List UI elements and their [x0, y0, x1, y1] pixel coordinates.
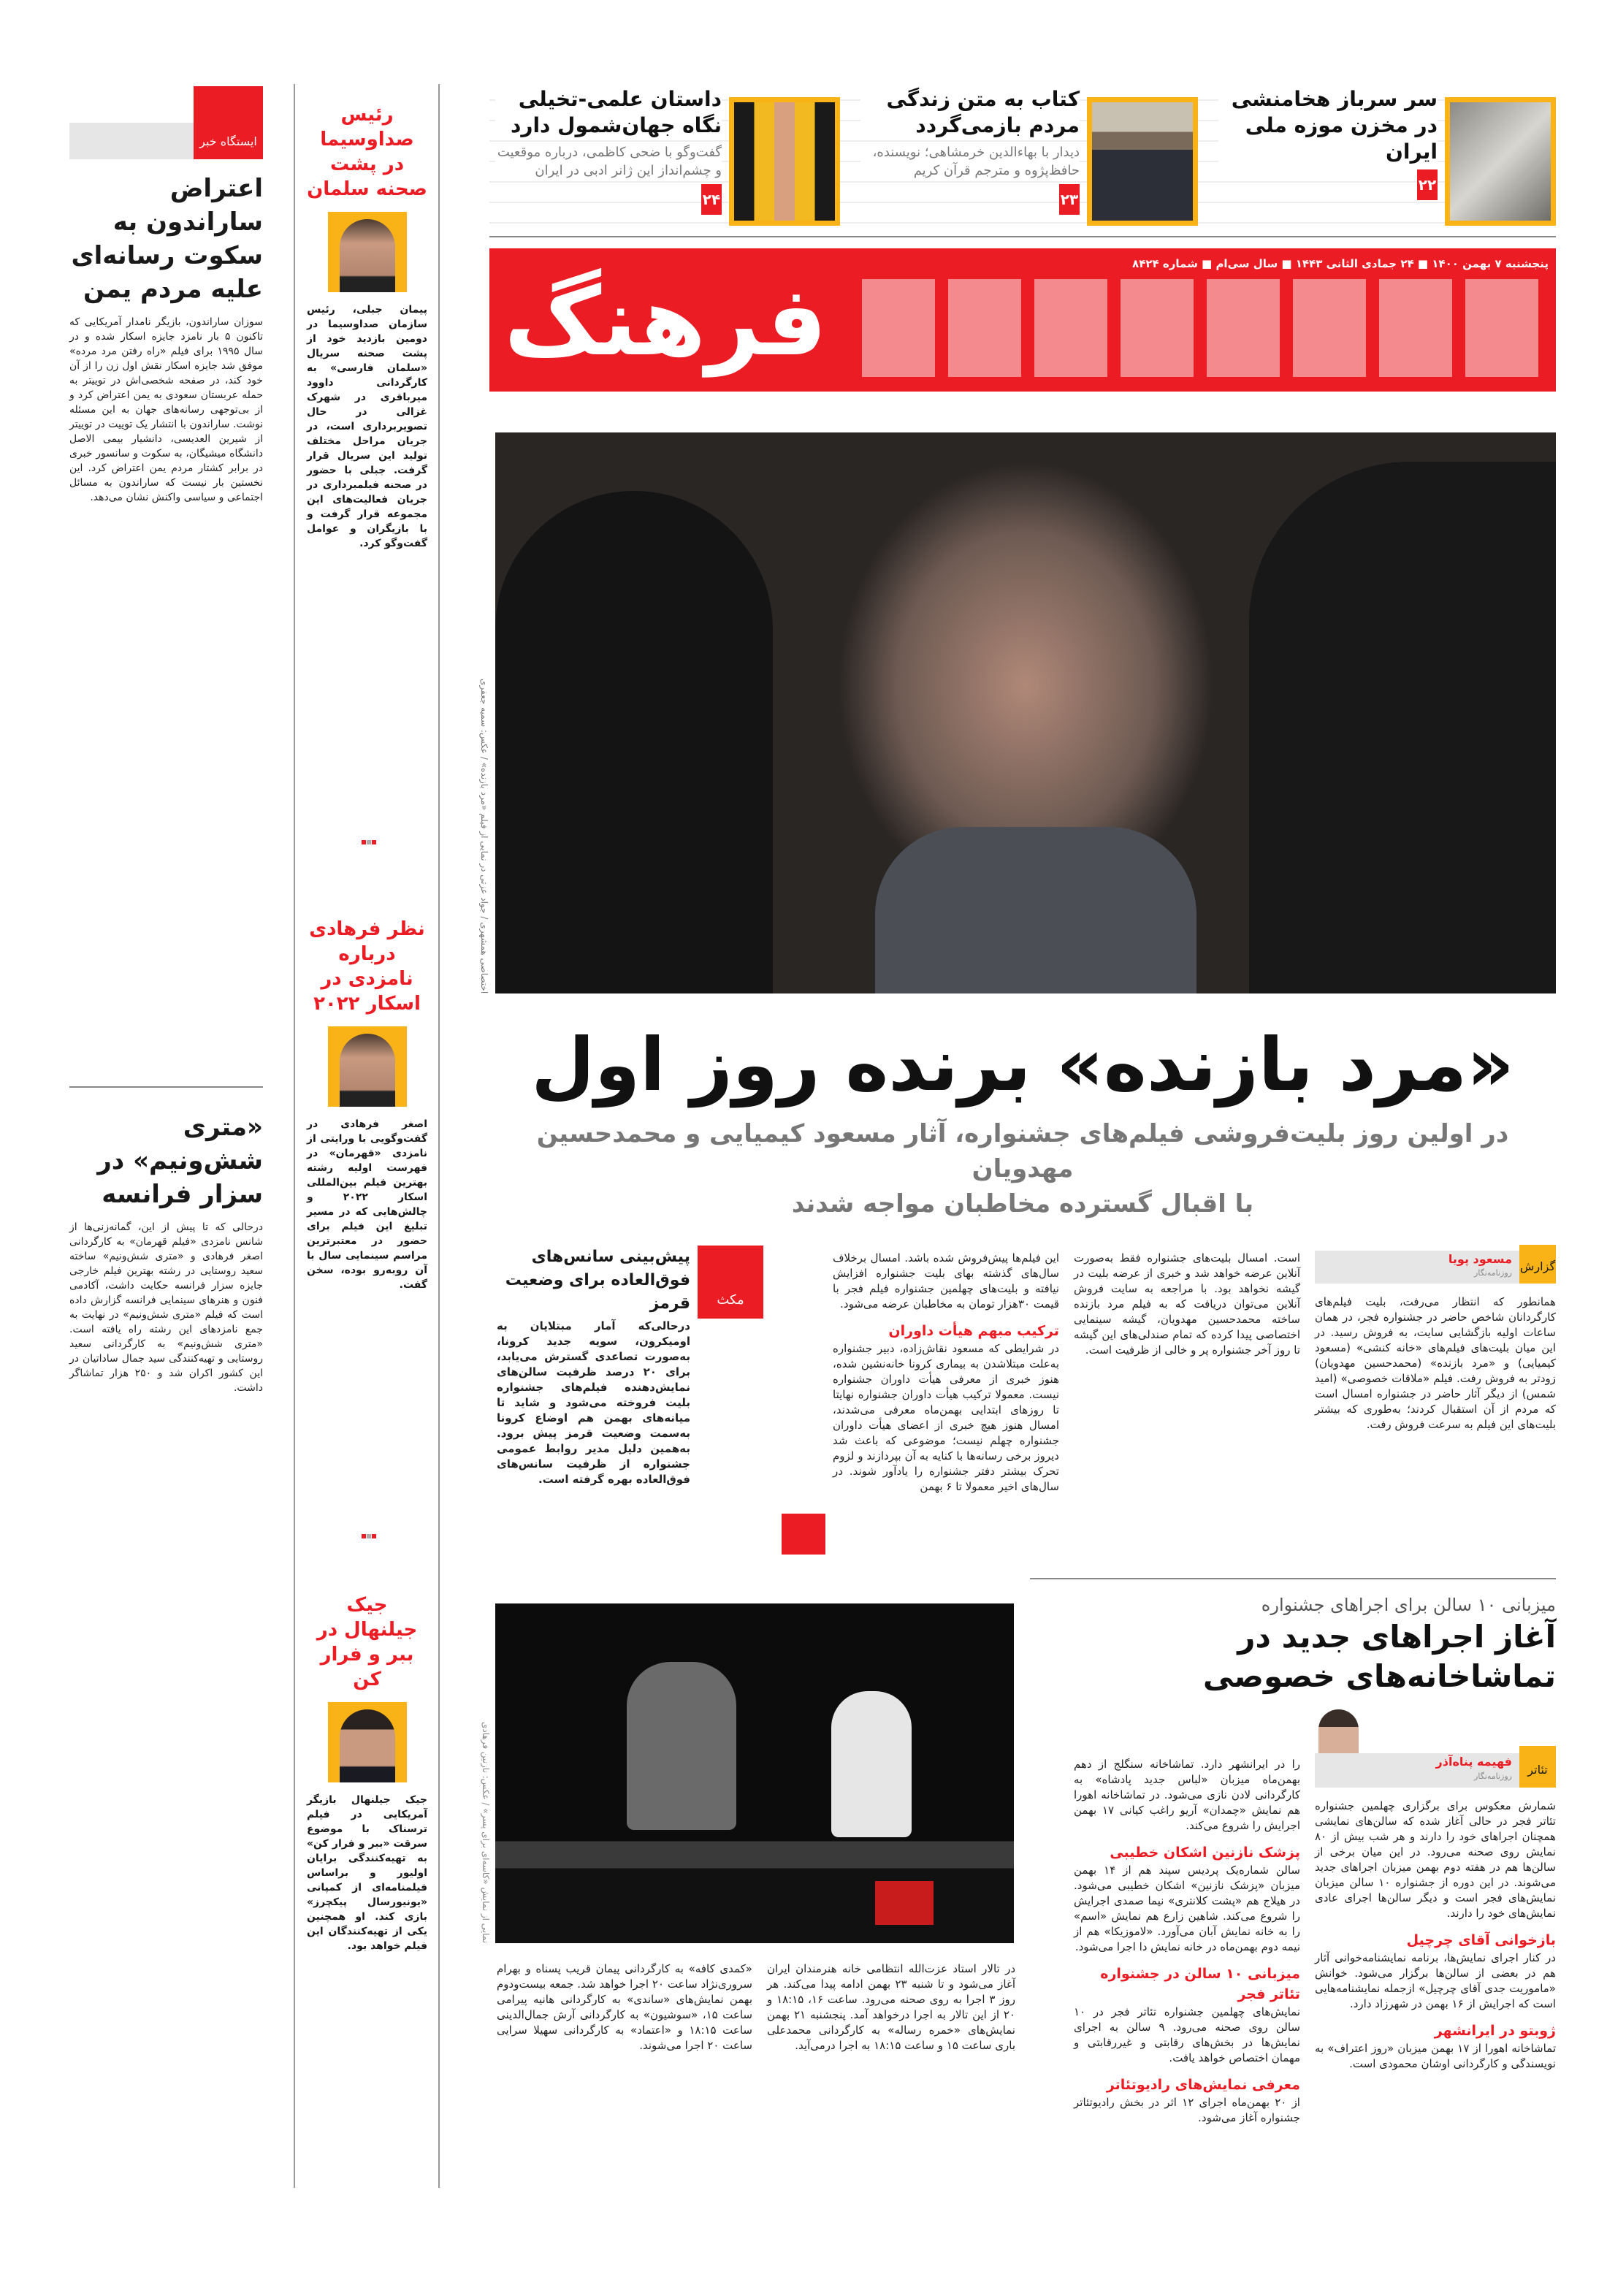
theater-headline: آغاز اجراهای جدید در تماشاخانه‌های خصوصی	[1202, 1619, 1556, 1694]
paragraph: در کنار اجرای نمایش‌ها، برنامه نمایشنامه‌خوانی آثار هم در بعضی از سالن‌ها برگزار می‌شود. خوانش «ماموریت جدی آقای چرچیل» ازجمله نمایشنامه‌هایی است که اجرایش از ۱۶ بهمن در شهرزاد دارد.	[1315, 1951, 1556, 2010]
theater-photo-caption: نمایی از نمایش «کاسه‌ای برای پسر» / عکس: نازنین فرهادی	[481, 1721, 491, 1943]
paragraph: سالن شماره‌یک پردیس سپند هم از ۱۴ بهمن میزبان «پزشک نازنین» اشکان خطیبی می‌شود. در هیلاج هم «پشت کلانتری» نیما صمدی اجرایش را شروع می‌کند. شاهین زارع هم نمایش «اسم» را به خانه نمایش آبان می‌آورد. «لاموزیکا» هم از نیمه دوم بهمن‌ماه در خانه نمایش دا اجرا می‌شود.	[1074, 1864, 1300, 1953]
sidebar-item[interactable]	[307, 1593, 427, 1953]
teaser-strip	[489, 80, 1556, 226]
box-headline: پیش‌بینی سانس‌های فوق‌العاده برای وضعیت قرمز	[505, 1248, 690, 1313]
page-number-badge: ۲۲	[1417, 169, 1438, 200]
divider	[1030, 1578, 1556, 1579]
author-name: مسعود پویا	[1448, 1252, 1512, 1266]
lead-photo	[495, 432, 1556, 993]
divider	[69, 1086, 263, 1088]
subheadline	[497, 1116, 1549, 1221]
cesar-story	[69, 1110, 263, 1395]
report-byline	[1315, 1251, 1556, 1284]
portrait-photo	[328, 1026, 407, 1107]
section-subhead: ژوبتو در ایرانشهر	[1434, 2023, 1556, 2039]
kicker-tag: گزارش	[1519, 1245, 1556, 1284]
main-headline: «مرد بازنده» برنده روز اول	[531, 1022, 1514, 1107]
column-divider	[294, 84, 295, 2188]
news-station-tag: ایستگاه خبر	[194, 86, 263, 159]
paragraph: از ۲۰ بهمن‌ماه اجرای ۱۲ اثر در بخش رادیوتئاتر جشنواره آغاز می‌شود.	[1074, 2096, 1300, 2124]
paragraph: نمایش‌های چهلمین جشنواره تئاتر فجر در ۱۰ سالن روی صحنه می‌رود. ۹ سالن به اجرای نمایش‌ها در بخش‌های رقابتی و غیررقابتی و مهمان اختصاص خواهد یافت.	[1074, 2005, 1300, 2064]
box-body: درحالی‌که آمار مبتلایان به اومیکرون، سویه جدید کرونا، به‌صورت تصاعدی گسترش می‌یابد، برای ۲۰ درصد ظرفیت سالن‌های نمایش‌دهنده فیلم‌های جشنواره بلیت فروخته می‌شود و شاید تا میانه‌های بهمن هم اوضاع کرونا به‌سمت وضعیت قرمز پیش برود. به‌همین دلیل مدیر روابط عمومی جشنواره از ظرفیت سانس‌های فوق‌العاده بهره گرفته است.	[497, 1319, 690, 1486]
section-subhead: ترکیب مبهم هیأت داوران	[888, 1323, 1059, 1339]
teaser-text	[1218, 86, 1438, 200]
dateline: پنجشنبه ۷ بهمن ۱۴۰۰ ■ ۲۴ جمادی الثانی ۱۴۴۳ ■ سال سی‌ام ■ شماره ۸۴۲۴	[1132, 257, 1549, 270]
portrait-photo	[328, 1702, 407, 1782]
paragraph: شمارش معکوس برای برگزاری چهلمین جشنواره تئاتر فجر در حالی آغاز شده که سالن‌های نمایشی همچنان اجراهای خود را دارند و هر شب بیش از ۸۰ نمایش روی صحنه می‌رود. در این میان برخی از سالن‌ها هم در هفته دوم بهمن میزبان اجراهای جدید می‌شوند. در این دوره از جشنواره ۱۰ سالن میزبان نمایش‌های فجر است و دیگر سالن‌ها اجرای عادی نمایش‌های خود را دارند.	[1315, 1799, 1556, 1920]
theater-overline: میزبانی ۱۰ سالن برای اجراهای جشنواره	[1261, 1595, 1556, 1615]
separator-dots	[362, 1534, 376, 1538]
theater-column-2	[1074, 1757, 1300, 2126]
page-number-badge: ۲۴	[701, 184, 722, 215]
lead-column-3	[833, 1251, 1059, 1495]
teaser-subtitle: دیدار با بهاءالدین خرمشاهی؛ نویسنده، حافظ‌پژوه و مترجم قرآن کریم	[860, 143, 1080, 180]
column-divider	[438, 84, 440, 2188]
theater-column-3: در تالار استاد عزت‌الله انتظامی خانه هنرمندان ایران آغاز می‌شود و تا شنبه ۲۳ بهمن ادامه پیدا می‌کند. هر روز ۳ اجرا به روی صحنه می‌رود. ساعت ۱۶، ۱۸:۱۵ و ۲۰ از این تالار به اجرا درخواهد آمد. پنجشنبه ۲۱ بهمن نمایش‌های «خمره رساله» به کارگردانی محمدعلی باری ساعت ۱۵ و ساعت ۱۸:۱۵ به اجرا درمی‌آید.	[767, 1962, 1016, 2052]
masthead-logo-hamshahri	[862, 279, 1549, 377]
subheadline-line: در اولین روز بلیت‌فروشی فیلم‌های جشنواره، آثار مسعود کیمیایی و محمدحسین مهدویان	[536, 1119, 1509, 1183]
theater-heading	[1030, 1593, 1556, 1696]
theater-column-1	[1315, 1799, 1556, 2072]
section-subhead: پزشک نازنین اشکان خطیبی	[1110, 1845, 1300, 1861]
masthead	[489, 248, 1556, 392]
section-subhead: معرفی نمایش‌های رادیوتئاتر	[1106, 2077, 1300, 2093]
portrait-photo	[328, 212, 407, 292]
sidebar-box-label: مکث	[698, 1246, 763, 1319]
news-station-headline: اعتراض ساراندون به سکوت رسانه‌ای علیه مردم یمن	[71, 174, 263, 304]
divider	[489, 236, 1556, 237]
section-subhead: میزبانی ۱۰ سالن در جشنواره تئاتر فجر	[1100, 1966, 1300, 2002]
teaser-item[interactable]	[489, 80, 840, 226]
theater-byline	[1315, 1753, 1556, 1788]
sidebar-item[interactable]	[307, 917, 427, 1292]
theater-photo	[495, 1603, 1014, 1943]
cesar-body: درحالی که تا پیش از این، گمانه‌زنی‌ها از شانس نامزدی «فیلم قهرمان» به کارگردانی اصغر فرهادی و «متری شش‌ونیم» ساخته سعید روستایی در رشته بهترین فیلم خارجی جایزه سزار فرانسه حکایت داشت، آکادمی فنون و هنرهای سینمایی فرانسه گزارش داده است که فیلم «متری شش‌ونیم» در نهایت به جمع نامزدهای این رشته راه یافته است. «متری شش‌ونیم» به کارگردانی سعید روستایی و تهیه‌کنندگی سید جمال ساداتیان در این کشور اکران شد و ۲۵۰ هزار تماشاگر داشت.	[69, 1221, 263, 1394]
sidebar-headline: نظر فرهادی درباره نامزدی در اسکار ۲۰۲۲	[309, 918, 425, 1015]
teaser-title: کتاب به متن زندگی مردم بازمی‌گردد	[860, 86, 1080, 139]
subheadline-line: با اقبال گسترده مخاطبان مواجه شدند	[791, 1189, 1254, 1218]
teaser-text	[495, 86, 722, 215]
sidebar-box	[497, 1246, 690, 1487]
portrait-man-image	[1087, 97, 1198, 226]
photo-caption: اختصاصی همشهری / جواد عزتی در نمایی از فیلم «مرد بازنده» / عکس: سمیه جعفری	[479, 678, 489, 993]
sidebar-headline: رئیس صداوسیما در پشت صحنه سلمان	[307, 104, 427, 200]
highlight-square	[782, 1514, 825, 1555]
theater-column-4: «کمدی کافه» به کارگردانی پیمان قریب پسناه و بهرام سروری‌نژاد ساعت ۲۰ اجرا خواهد شد. جمعه بیست‌ودوم بهمن نمایش‌های «ساندی» به کارگردانی هانیه پیرامی ساعت ۱۵، «سوشیون» به کارگردانی آرش جمال‌الدینی ساعت ۱۸:۱۵ و «اعتماد» به کارگردانی سهیلا سرایی ساعت ۲۰ اجرا می‌شوند.	[497, 1962, 753, 2052]
masthead-logo-farhang: فرهنگ	[504, 266, 828, 377]
news-station	[69, 172, 263, 505]
author-name: فهیمه پناه‌آذر	[1435, 1755, 1512, 1769]
news-station-body: سوزان ساراندون، بازیگر نامدار آمریکایی که تاکنون ۵ بار نامزد جایزه اسکار شده و در سال ۱۹۹۵ برای فیلم «راه رفتن مرد مرده» موفق شد جایزه اسکار نقش اول زن را از آن خود کند، در صفحه شخصی‌اش در توییتر به حمله عربستان سعودی به یمن اعتراض کرد و از بی‌توجهی رسانه‌های جهان به این مسئله نوشت. ساراندون با انتشار یک توییت در توییتر از شیرین العدیسی، دانشیار بیمی الاصل دانشگاه میشیگان، به سکوت و سانسور خبری در برابر کشتار مردم یمن اعتراض کرد. این نخستین بار نیست که ساراندون به مسائل اجتماعی و سیاسی واکنش نشان می‌دهد.	[69, 316, 263, 503]
section-subhead: بازخوانی آقای چرچیل	[1406, 1932, 1556, 1948]
page-number-badge: ۲۳	[1059, 184, 1080, 215]
paragraph: این فیلم‌ها پیش‌فروش شده باشد. امسال برخلاف سال‌های گذشته بهای بلیت جشنواره افزایش نیافته و بلیت‌های چهلمین جشنواره فیلم فجر با قیمت ۳۰هزار تومان به مخاطبان عرضه می‌شود.	[833, 1251, 1059, 1311]
teaser-item[interactable]	[1213, 80, 1556, 226]
sidebar-body: جیک جیلنهال بازیگر آمریکایی در فیلم ترسناک با موضوع سرقت «ببر و فرار کن» به تهیه‌کنندگی برایان اولیور و براساس فیلمنامه‌ای از کمپانی «یونیورسال پیکچرز» بازی کند. او همچنین یکی از تهیه‌کنندگان این فیلم خواهد بود.	[307, 1794, 427, 1952]
teaser-subtitle: گفت‌وگو با ضحی کاظمی، درباره موقعیت و چشم‌انداز این ژانر ادبی در ایران	[495, 143, 722, 180]
sidebar-body: اصغر فرهادی در گفت‌وگویی با ورایتی از نامزدی «قهرمان» در فهرست اولیه رشته بهترین فیلم بین‌المللی اسکار ۲۰۲۲ و چالش‌هایی که در مسیر تبلیغ این فیلم برای حضور در معتبرترین مراسم سینمایی سال با آن روبه‌رو بوده، سخن گفت.	[307, 1118, 427, 1291]
paragraph: تماشاخانه اهورا از ۱۷ بهمن میزبان «روز اعتراف» به نویسندگی و کارگردانی اوشان محمودی است.	[1315, 2042, 1556, 2070]
author-photo	[1318, 1709, 1359, 1753]
lead-column-1: همانطور که انتظار می‌رفت، بلیت فیلم‌های کارگردانان شاخص حاضر در جشنواره فجر، در همان ساعات اولیه بازگشایی سایت، به فروش رسید. در این میان بلیت‌های فیلم‌های «خانه کنشی» (مسعود کیمیایی) و «مرد بازنده» (محمدحسین مهدویان) زودتر به فروش رفت. فیلم «ملاقات خصوصی» (امید شمس) از دیگر آثار حاضر در جشنواره امسال است که مردم از آن استقبال کردند؛ به‌طوری که بیشتر بلیت‌های این فیلم به سرعت فروش رفت.	[1315, 1295, 1556, 1431]
portrait-woman-image	[729, 97, 840, 226]
paragraph: را در ایرانشهر دارد. تماشاخانه سنگلج از دهم بهمن‌ماه میزبان «لباس جدید پادشاه» به کارگردانی لادن نازی می‌شود. در تماشاخانه اهورا هم نمایش «چمدان» آریو راغب کیانی ۱۷ بهمن اجرایش را شروع می‌کند.	[1074, 1758, 1300, 1832]
cesar-headline: «متری شش‌ونیم» در سزار فرانسه	[97, 1113, 263, 1209]
teaser-text	[860, 86, 1080, 215]
teaser-title: سر سرباز هخامنشی در مخزن موزه ملی ایران	[1218, 86, 1438, 165]
separator-dots	[362, 840, 376, 844]
achaemenid-relief-image	[1445, 97, 1556, 226]
lead-column-2: است. امسال بلیت‌های جشنواره فقط به‌صورت آنلاین عرضه خواهد شد و خبری از عرضه بلیت در گیشه نخواهد بود. با مراجعه به سایت فروش آنلاین می‌توان دریافت که به فیلم مرد بازنده ساخته محمدحسین مهدویان، گیشه سینمایی اختصاصی پیدا کرده که تمام صندلی‌های این گیشه تا روز آخر جشنواره پر و خالی از ظرفیت است.	[1074, 1251, 1300, 1357]
sidebar-item[interactable]	[307, 102, 427, 551]
author-role: روزنامه‌نگار	[1474, 1771, 1512, 1781]
teaser-item[interactable]	[855, 80, 1198, 226]
author-role: روزنامه‌نگار	[1474, 1268, 1512, 1278]
teaser-title: داستان علمی-تخیلی نگاه جهان‌شمول دارد	[495, 86, 722, 139]
sidebar-body: پیمان جبلی، رئیس سازمان صداوسیما در دومین بازدید خود از پشت صحنه سریال «سلمان فارسی» به کارگردانی داوود میرباقری در شهرک غزالی در حال تصویربرداری است، در جریان مراحل مختلف تولید این سریال قرار گرفت. جبلی با حضور در صحنه فیلمبرداری در جریان فعالیت‌های این مجموعه قرار گرفت و با بازیگران و عوامل گفت‌وگو کرد.	[307, 304, 427, 549]
kicker-tag: تئاتر	[1519, 1746, 1556, 1788]
paragraph: در شرایطی که مسعود نقاش‌زاده، دبیر جشنواره به‌علت مبتلاشدن به بیماری کرونا خانه‌نشین شده، هنوز خبری از معرفی هیأت داوران جشنواره نیست. معمولا ترکیب هیأت داوران جشنواره نهایتا تا روزهای ابتدایی بهمن‌ماه معرفی می‌شدند، امسال هنوز هیچ خبری از اعضای هیأت داوران جشنواره چهلم نیست؛ موضوعی که باعث شد دیروز برخی رسانه‌ها با کنایه به آن بپردازند و لزوم تحرک بیشتر دفتر جشنواره را یادآور شوند. در سال‌های اخیر معمولا تا ۶ بهمن	[833, 1342, 1059, 1493]
sidebar-headline: جیک جیلنهال در ببر و فرار کن	[316, 1594, 418, 1690]
news-station-label	[69, 123, 263, 159]
